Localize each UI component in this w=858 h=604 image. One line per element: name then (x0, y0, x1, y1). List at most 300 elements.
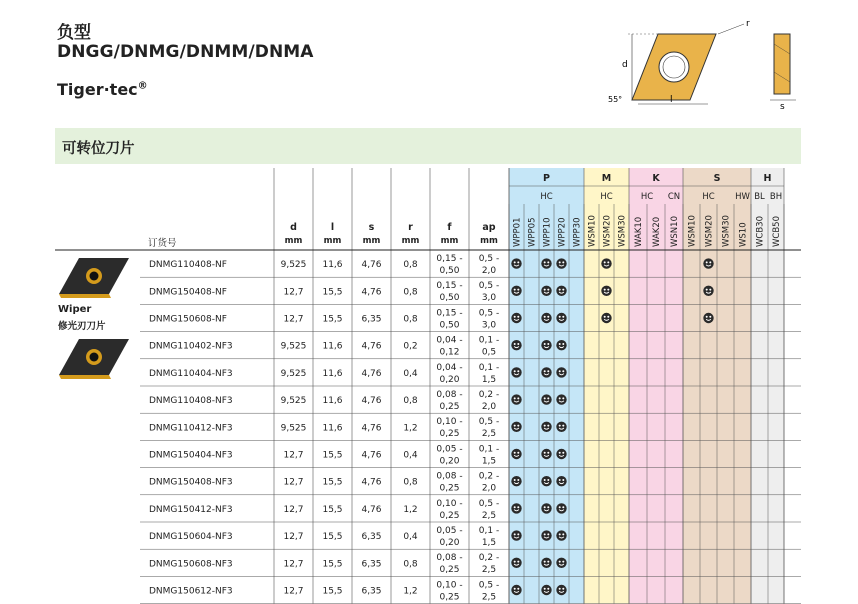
availability-mark-eye-left (544, 370, 546, 372)
table-cell-ap-max: 1,5 (481, 456, 497, 467)
table-cell-d: 9,525 (280, 341, 307, 352)
table-row-code: DNMG110408-NF (149, 260, 227, 271)
availability-mark-icon (541, 422, 551, 432)
grade-name-h-16: WCB50 (772, 216, 782, 247)
grade-name-k-8: WAK10 (634, 216, 644, 247)
table-cell-s: 4,76 (361, 423, 382, 434)
availability-mark-icon (511, 422, 521, 432)
availability-mark-eye-right (547, 533, 549, 535)
table-cell-d: 12,7 (283, 559, 304, 570)
table-cell-s: 6,35 (361, 559, 382, 570)
table-cell-f-min: 0,15 - (436, 281, 463, 292)
table-cell-ap-min: 0,1 - (478, 362, 500, 373)
availability-mark-eye-right (562, 506, 564, 508)
table-row-code: DNMG150408-NF3 (149, 477, 233, 488)
table-cell-ap-min: 0,5 - (478, 281, 500, 292)
table-cell-f-max: 0,20 (439, 538, 460, 548)
availability-mark-eye-right (547, 343, 549, 345)
table-cell-ap-max: 2,5 (481, 429, 497, 440)
table-row-code: DNMG110412-NF3 (149, 423, 233, 434)
availability-mark-icon (556, 422, 566, 432)
availability-mark-eye-right (547, 561, 549, 563)
dim-header-l: l (330, 222, 335, 233)
grade-name-k-9: WAK20 (652, 216, 662, 247)
table-cell-r: 1,2 (403, 423, 418, 434)
table-cell-l: 15,5 (322, 477, 343, 488)
table-cell-ap-min: 0,5 - (478, 580, 500, 591)
table-cell-l: 15,5 (322, 586, 343, 597)
table-cell-d: 12,7 (283, 287, 304, 298)
table-cell-s: 4,76 (361, 287, 382, 298)
table-cell-ap-min: 0,5 - (478, 498, 500, 509)
table-cell-l: 11,6 (322, 341, 343, 352)
availability-mark-eye-left (514, 397, 516, 399)
table-cell-ap-min: 0,2 - (478, 553, 500, 564)
group-sub-h-bh: BH (769, 192, 783, 202)
dim-header-ap: ap (482, 222, 496, 233)
table-cell-f-min: 0,04 - (436, 335, 463, 346)
availability-mark-icon (541, 503, 551, 513)
grade-name-m-5: WSM10 (587, 215, 598, 247)
availability-mark-eye-right (709, 289, 711, 291)
table-cell-ap-min: 0,5 - (478, 308, 500, 319)
table-cell-l: 11,6 (322, 396, 343, 407)
table-cell-ap-min: 0,2 - (478, 471, 500, 482)
availability-mark-icon (703, 258, 713, 268)
availability-mark-eye-right (547, 425, 549, 427)
availability-mark-eye-left (544, 397, 546, 399)
availability-mark-eye-left (559, 479, 561, 481)
availability-mark-eye-left (514, 506, 516, 508)
table-cell-r: 0,4 (403, 450, 418, 461)
availability-mark-eye-left (559, 533, 561, 535)
table-cell-s: 6,35 (361, 532, 382, 543)
table-cell-ap-max: 2,0 (481, 266, 497, 276)
availability-mark-eye-left (544, 588, 546, 590)
group-letter-h: H (763, 173, 772, 184)
availability-mark-eye-left (604, 316, 606, 318)
section-title: 可转位刀片 (62, 141, 135, 157)
grade-name-s-13: WSM30 (721, 215, 732, 247)
availability-mark-icon (703, 286, 713, 296)
table-cell-ap-max: 1,5 (481, 374, 497, 385)
grade-name-s-12: WSM20 (704, 215, 715, 247)
availability-mark-icon (556, 585, 566, 595)
availability-mark-eye-left (544, 479, 546, 481)
availability-mark-eye-right (517, 452, 519, 454)
availability-mark-eye-left (559, 261, 561, 263)
table-cell-s: 4,76 (361, 260, 382, 271)
availability-mark-icon (556, 394, 566, 404)
availability-mark-eye-right (517, 289, 519, 291)
grade-name-s-14: WS10 (738, 222, 749, 247)
table-cell-d: 12,7 (283, 532, 304, 543)
dim-header-r: r (408, 222, 413, 233)
availability-mark-icon (511, 585, 521, 595)
availability-mark-icon (556, 258, 566, 268)
availability-mark-eye-right (517, 343, 519, 345)
table-cell-f-min: 0,05 - (436, 526, 463, 536)
availability-mark-eye-left (544, 533, 546, 535)
availability-mark-eye-left (559, 506, 561, 508)
table-cell-ap-max: 3,0 (481, 293, 497, 304)
table-row-code: DNMG150412-NF3 (149, 504, 233, 515)
group-letter-p: P (543, 173, 550, 184)
table-cell-d: 12,7 (283, 504, 304, 515)
table-cell-f-min: 0,05 - (436, 444, 463, 455)
table-row-code: DNMG110402-NF3 (149, 341, 233, 352)
dim-unit-l: mm (323, 236, 342, 246)
availability-mark-eye-left (514, 370, 516, 372)
availability-mark-eye-left (559, 370, 561, 372)
dim-header-d: d (290, 222, 297, 233)
availability-mark-icon (541, 367, 551, 377)
availability-mark-icon (601, 258, 611, 268)
availability-mark-eye-left (544, 425, 546, 427)
table-cell-ap-max: 0,5 (481, 347, 497, 358)
table-cell-r: 0,8 (403, 314, 418, 325)
availability-mark-eye-left (559, 316, 561, 318)
availability-mark-eye-right (547, 588, 549, 590)
table-cell-ap-max: 3,0 (481, 320, 497, 331)
table-cell-f-max: 0,25 (439, 592, 460, 603)
availability-mark-eye-right (562, 343, 564, 345)
availability-mark-icon (541, 286, 551, 296)
availability-mark-eye-left (544, 261, 546, 263)
availability-mark-eye-left (706, 316, 708, 318)
table-cell-ap-min: 0,1 - (478, 526, 500, 536)
table-cell-s: 4,76 (361, 477, 382, 488)
group-letter-k: K (652, 173, 660, 184)
table-cell-r: 1,2 (403, 586, 418, 597)
table-cell-f-min: 0,10 - (436, 417, 463, 428)
table-cell-r: 1,2 (403, 504, 418, 515)
table-cell-l: 11,6 (322, 423, 343, 434)
table-cell-f-max: 0,50 (439, 320, 460, 331)
table-cell-ap-max: 2,5 (481, 565, 497, 576)
table-cell-d: 12,7 (283, 477, 304, 488)
availability-mark-eye-left (544, 343, 546, 345)
grade-name-p-1: WPP05 (527, 217, 538, 247)
table-cell-ap-min: 0,1 - (478, 444, 500, 455)
table-cell-f-max: 0,25 (439, 565, 460, 576)
wiper-label-cn: 修光刃刀片 (58, 321, 106, 332)
table-cell-l: 15,5 (322, 314, 343, 325)
availability-mark-icon (541, 558, 551, 568)
table-cell-ap-max: 2,5 (481, 510, 497, 521)
availability-mark-eye-left (559, 588, 561, 590)
availability-mark-icon (556, 449, 566, 459)
table-cell-r: 0,4 (403, 368, 418, 379)
table-row-code: DNMG110408-NF3 (149, 396, 233, 407)
availability-mark-eye-left (514, 289, 516, 291)
availability-mark-icon (541, 530, 551, 540)
availability-mark-eye-left (559, 343, 561, 345)
availability-mark-eye-left (544, 316, 546, 318)
group-sub-k-hc: HC (640, 192, 654, 202)
availability-mark-icon (601, 313, 611, 323)
page-title-cn: 负型 (57, 23, 91, 43)
table-cell-f-max: 0,25 (439, 483, 460, 494)
availability-mark-eye-left (514, 479, 516, 481)
table-cell-s: 4,76 (361, 368, 382, 379)
availability-mark-icon (541, 340, 551, 350)
table-cell-l: 15,5 (322, 559, 343, 570)
grade-name-k-10: WSN10 (670, 216, 680, 247)
grade-name-h-15: WCB30 (755, 216, 766, 247)
table-cell-f-max: 0,20 (439, 374, 460, 385)
table-cell-r: 0,8 (403, 477, 418, 488)
availability-mark-icon (511, 340, 521, 350)
table-cell-ap-max: 1,5 (481, 538, 497, 548)
availability-mark-eye-right (562, 289, 564, 291)
table-cell-l: 15,5 (322, 532, 343, 543)
availability-mark-eye-right (517, 561, 519, 563)
table-cell-ap-min: 0,5 - (478, 417, 500, 428)
availability-mark-icon (556, 503, 566, 513)
table-cell-r: 0,8 (403, 396, 418, 407)
availability-mark-eye-right (562, 561, 564, 563)
availability-mark-eye-right (547, 506, 549, 508)
grade-name-p-4: WPP30 (572, 217, 583, 247)
availability-mark-icon (511, 530, 521, 540)
diagram-label-d: d (622, 60, 628, 70)
table-cell-f-max: 0,20 (439, 456, 460, 467)
diagram-label-r: r (746, 19, 750, 29)
diagram-label-angle: 55° (608, 95, 623, 104)
availability-mark-eye-left (514, 452, 516, 454)
table-cell-s: 6,35 (361, 586, 382, 597)
availability-mark-icon (556, 558, 566, 568)
availability-mark-icon (541, 449, 551, 459)
availability-mark-icon (511, 394, 521, 404)
availability-mark-icon (556, 313, 566, 323)
table-cell-ap-max: 2,0 (481, 402, 497, 412)
availability-mark-icon (511, 449, 521, 459)
table-cell-l: 11,6 (322, 368, 343, 379)
table-cell-l: 15,5 (322, 504, 343, 515)
group-sub-k-cn: CN (667, 192, 681, 202)
availability-mark-eye-right (607, 289, 609, 291)
availability-mark-eye-right (517, 370, 519, 372)
table-cell-s: 6,35 (361, 314, 382, 325)
table-cell-f-min: 0,08 - (436, 471, 463, 482)
availability-mark-icon (511, 558, 521, 568)
availability-mark-eye-left (559, 561, 561, 563)
wiper-label: Wiper (58, 304, 92, 315)
availability-mark-eye-left (706, 289, 708, 291)
availability-mark-eye-right (547, 479, 549, 481)
availability-mark-eye-left (559, 397, 561, 399)
availability-mark-eye-left (544, 506, 546, 508)
availability-mark-eye-left (514, 561, 516, 563)
dim-unit-f: mm (440, 236, 459, 246)
availability-mark-eye-right (562, 479, 564, 481)
availability-mark-eye-right (607, 316, 609, 318)
availability-mark-eye-right (709, 316, 711, 318)
availability-mark-eye-right (562, 533, 564, 535)
availability-mark-eye-right (562, 261, 564, 263)
table-row-code: DNMG150612-NF3 (149, 586, 233, 597)
availability-mark-eye-right (562, 452, 564, 454)
availability-mark-eye-right (607, 261, 609, 263)
availability-mark-eye-right (547, 370, 549, 372)
table-cell-ap-min: 0,2 - (478, 390, 500, 400)
availability-mark-eye-left (514, 343, 516, 345)
grade-name-p-0: WPP01 (512, 217, 523, 247)
availability-mark-icon (556, 286, 566, 296)
availability-mark-icon (511, 258, 521, 268)
availability-mark-eye-right (547, 316, 549, 318)
table-cell-l: 15,5 (322, 287, 343, 298)
dim-unit-d: mm (284, 236, 303, 246)
availability-mark-eye-left (604, 261, 606, 263)
brand-text: Tiger·tec (57, 80, 138, 99)
group-letter-s: S (713, 173, 721, 184)
table-cell-f-max: 0,25 (439, 429, 460, 440)
dim-header-s: s (368, 222, 375, 233)
table-cell-f-max: 0,25 (439, 510, 460, 521)
availability-mark-icon (703, 313, 713, 323)
availability-mark-icon (541, 394, 551, 404)
table-cell-r: 0,8 (403, 559, 418, 570)
table-cell-r: 0,8 (403, 260, 418, 271)
availability-mark-icon (541, 313, 551, 323)
dim-header-f: f (447, 222, 452, 233)
brand-mark: ® (137, 80, 148, 92)
availability-mark-eye-left (559, 289, 561, 291)
availability-mark-eye-left (514, 425, 516, 427)
table-cell-f-min: 0,08 - (436, 553, 463, 564)
availability-mark-eye-right (517, 261, 519, 263)
table-cell-ap-max: 2,0 (481, 483, 497, 494)
table-cell-d: 9,525 (280, 368, 307, 379)
page-title-codes: DNGG/DNMG/DNMM/DNMA (57, 42, 314, 62)
table-cell-s: 4,76 (361, 450, 382, 461)
availability-mark-eye-right (517, 316, 519, 318)
grade-name-m-6: WSM20 (602, 215, 613, 247)
availability-mark-eye-left (559, 425, 561, 427)
availability-mark-icon (511, 476, 521, 486)
table-cell-s: 4,76 (361, 396, 382, 407)
diagram-label-s: s (780, 102, 785, 112)
table-cell-r: 0,4 (403, 532, 418, 543)
table-cell-l: 11,6 (322, 260, 343, 271)
table-cell-f-min: 0,08 - (436, 390, 463, 400)
dim-unit-r: mm (401, 236, 420, 246)
availability-mark-icon (601, 286, 611, 296)
table-row-code: DNMG110404-NF3 (149, 368, 233, 379)
availability-mark-icon (511, 503, 521, 513)
table-row-code: DNMG150604-NF3 (149, 532, 233, 543)
availability-mark-icon (556, 530, 566, 540)
table-cell-d: 12,7 (283, 314, 304, 325)
grade-name-p-3: WPP20 (557, 217, 568, 247)
group-sub-h-bl: BL (754, 192, 765, 202)
table-cell-f-min: 0,10 - (436, 498, 463, 509)
table-cell-ap-min: 0,1 - (478, 335, 500, 346)
table-cell-d: 12,7 (283, 586, 304, 597)
availability-mark-eye-right (517, 533, 519, 535)
availability-mark-icon (511, 367, 521, 377)
table-cell-s: 4,76 (361, 341, 382, 352)
table-cell-d: 12,7 (283, 450, 304, 461)
table-cell-f-max: 0,50 (439, 266, 460, 276)
availability-mark-icon (556, 340, 566, 350)
availability-mark-eye-right (562, 370, 564, 372)
group-sub-s-hc: HC (702, 192, 715, 202)
table-cell-f-max: 0,12 (439, 347, 460, 358)
table-cell-l: 15,5 (322, 450, 343, 461)
availability-mark-eye-right (547, 452, 549, 454)
grade-name-s-11: WSM10 (687, 215, 698, 247)
availability-mark-eye-left (706, 261, 708, 263)
table-cell-f-min: 0,04 - (436, 362, 463, 373)
availability-mark-eye-left (514, 316, 516, 318)
table-cell-r: 0,8 (403, 287, 418, 298)
availability-mark-eye-right (517, 479, 519, 481)
availability-mark-eye-left (544, 289, 546, 291)
availability-mark-eye-right (547, 289, 549, 291)
availability-mark-icon (556, 476, 566, 486)
availability-mark-eye-right (517, 588, 519, 590)
group-letter-m: M (601, 173, 612, 184)
table-row-code: DNMG150404-NF3 (149, 450, 233, 461)
table-cell-ap-max: 2,5 (481, 592, 497, 603)
group-sub-s-hw: HW (735, 192, 750, 202)
grade-name-p-2: WPP10 (542, 217, 553, 247)
availability-mark-icon (541, 585, 551, 595)
table-cell-f-min: 0,10 - (436, 580, 463, 591)
grade-name-m-7: WSM30 (617, 215, 628, 247)
availability-mark-eye-left (604, 289, 606, 291)
table-cell-d: 9,525 (280, 396, 307, 407)
availability-mark-icon (556, 367, 566, 377)
availability-mark-eye-left (544, 452, 546, 454)
availability-mark-eye-right (562, 425, 564, 427)
availability-mark-eye-right (562, 316, 564, 318)
dim-unit-ap: mm (480, 236, 498, 246)
availability-mark-eye-left (559, 452, 561, 454)
table-cell-f-max: 0,50 (439, 293, 460, 304)
availability-mark-eye-left (514, 533, 516, 535)
table-cell-f-min: 0,15 - (436, 308, 463, 319)
table-row-code: DNMG150608-NF (149, 314, 227, 325)
availability-mark-eye-right (547, 397, 549, 399)
availability-mark-icon (541, 258, 551, 268)
table-row-code: DNMG150408-NF (149, 287, 227, 298)
table-cell-ap-min: 0,5 - (478, 254, 500, 264)
availability-mark-eye-right (517, 506, 519, 508)
table-row-code: DNMG150608-NF3 (149, 559, 233, 570)
group-sub-p-hc: HC (540, 192, 553, 202)
availability-mark-eye-right (562, 397, 564, 399)
table-cell-d: 9,525 (280, 260, 307, 271)
availability-mark-eye-right (709, 261, 711, 263)
table-cell-s: 4,76 (361, 504, 382, 515)
table-cell-f-max: 0,25 (439, 402, 460, 412)
table-cell-d: 9,525 (280, 423, 307, 434)
dim-unit-s: mm (362, 236, 381, 246)
availability-mark-eye-left (514, 261, 516, 263)
availability-mark-eye-left (544, 561, 546, 563)
availability-mark-icon (511, 313, 521, 323)
availability-mark-eye-left (514, 588, 516, 590)
availability-mark-eye-right (547, 261, 549, 263)
diagram-label-l: l (670, 95, 673, 105)
table-cell-r: 0,2 (403, 341, 418, 352)
availability-mark-eye-right (517, 425, 519, 427)
